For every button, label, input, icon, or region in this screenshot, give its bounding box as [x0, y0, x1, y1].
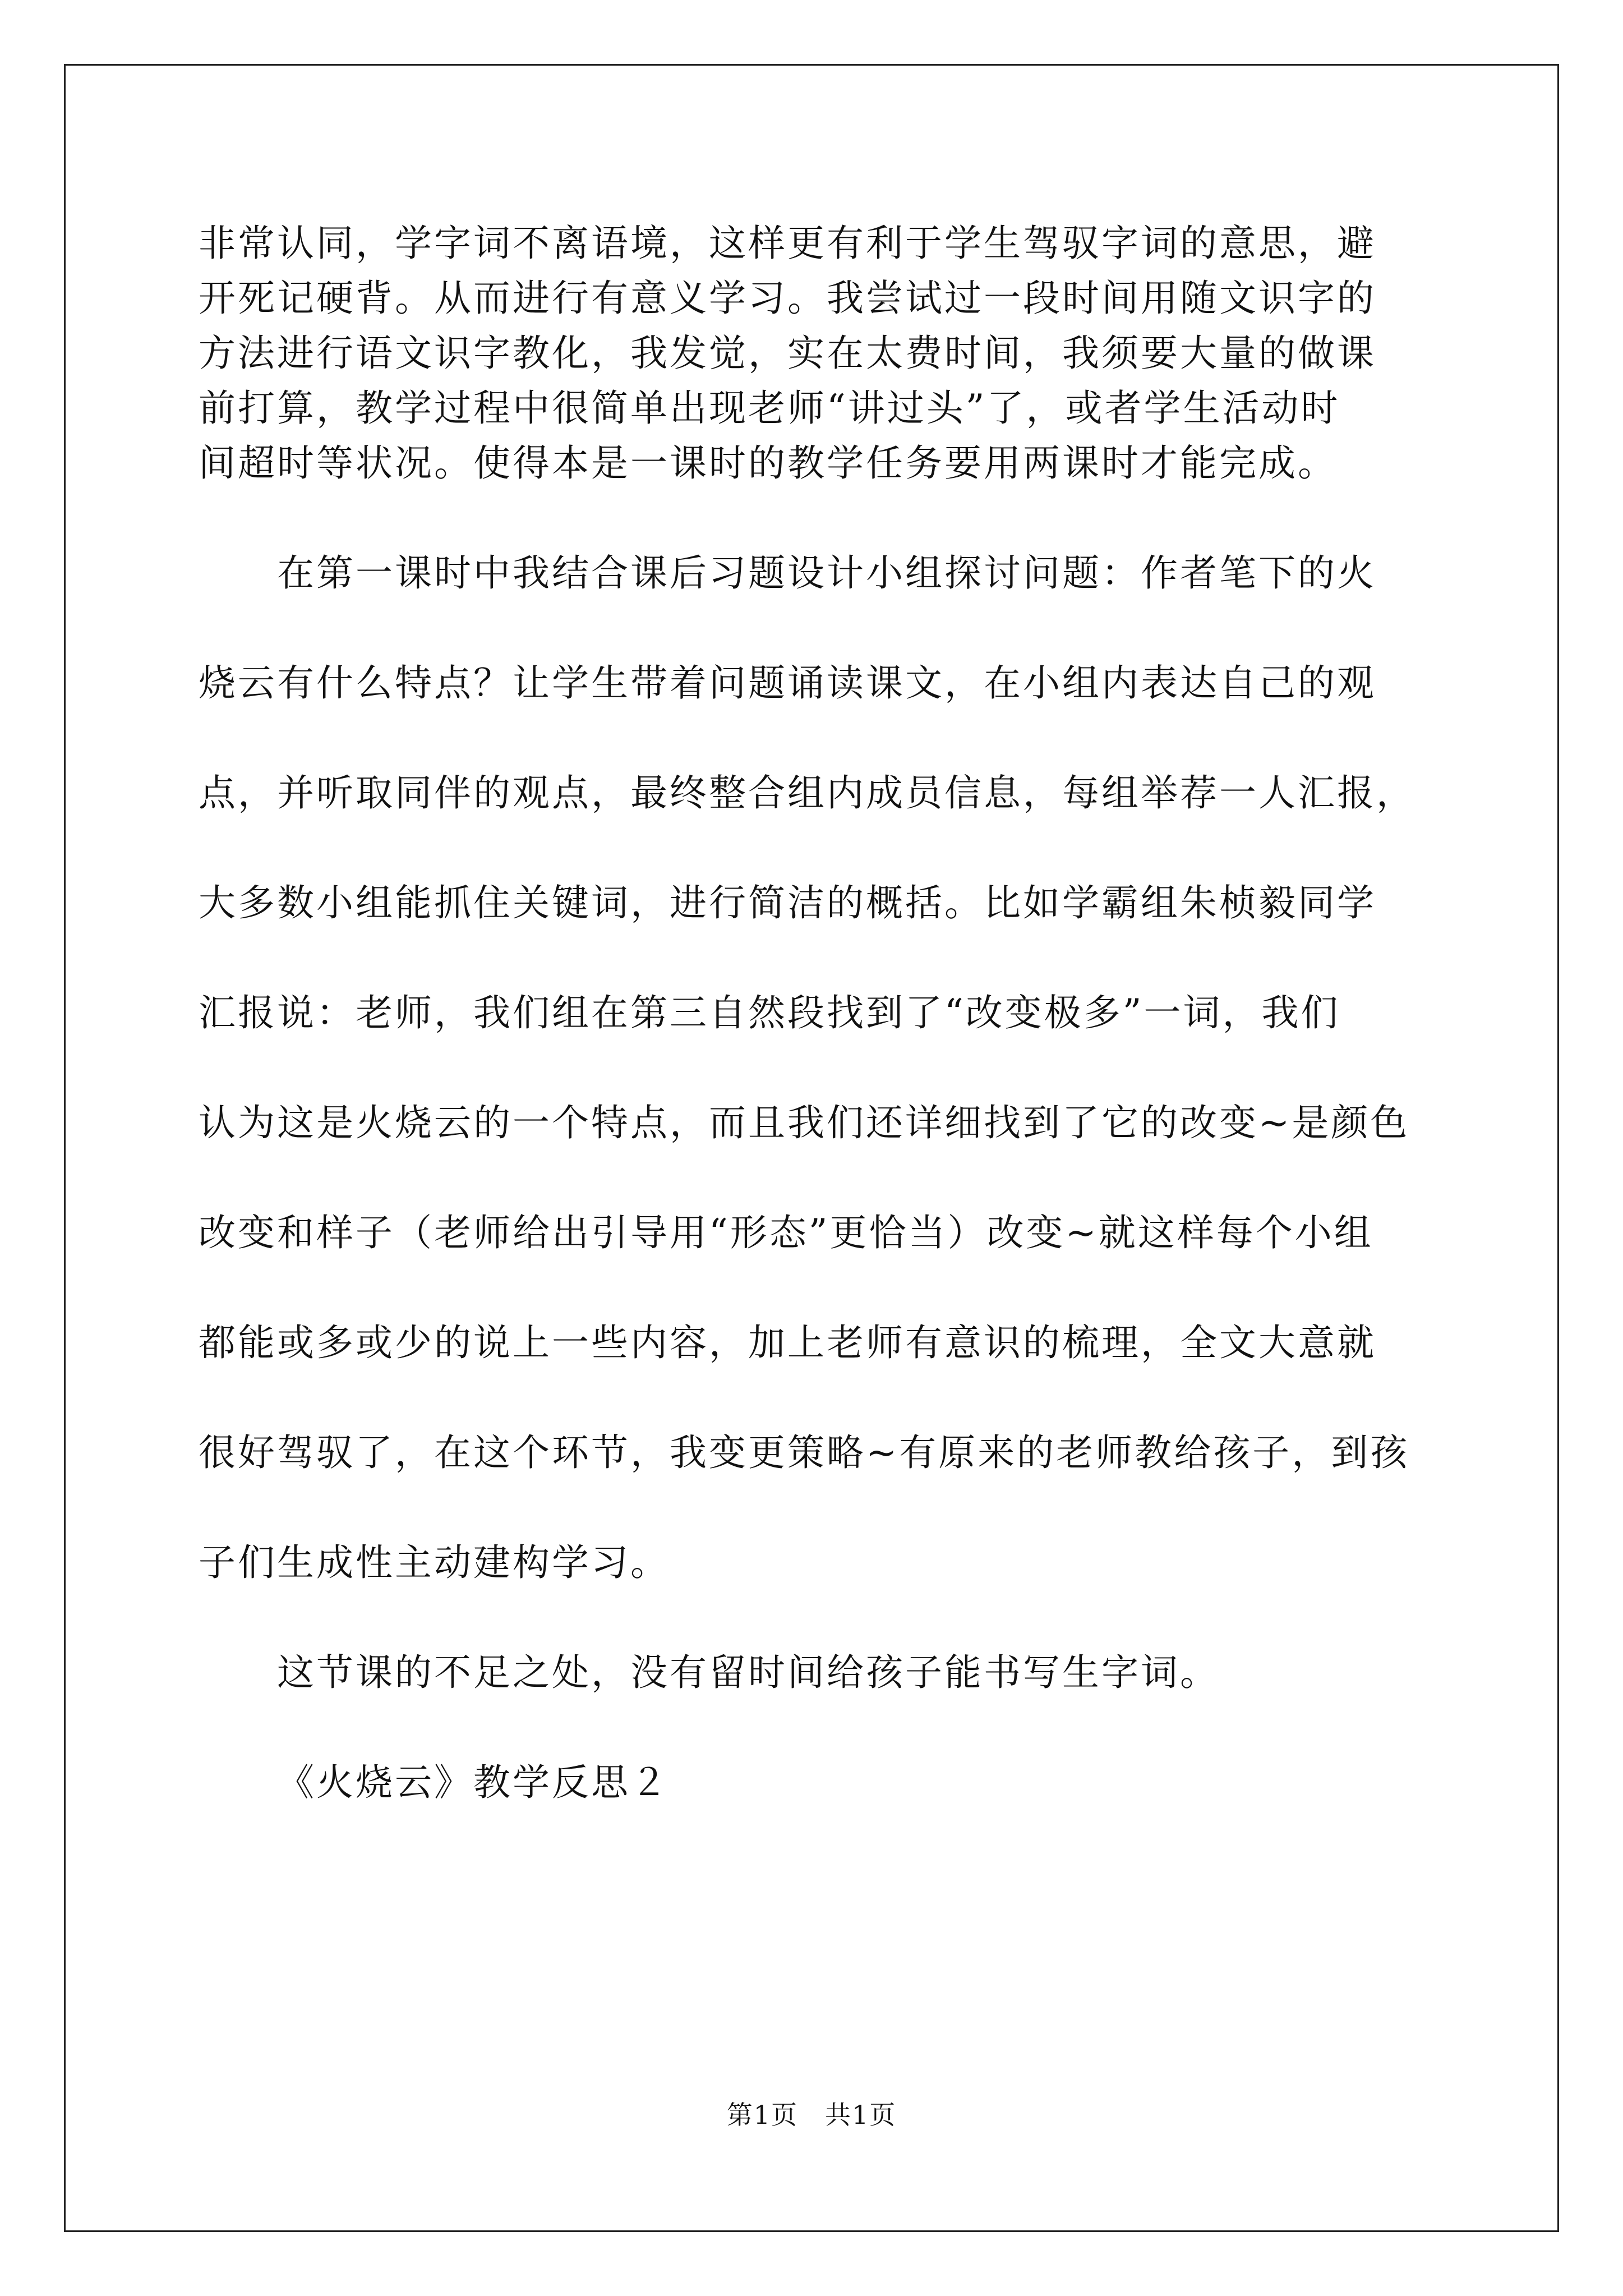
- text-line: 认为这是火烧云的一个特点，而且我们还详细找到了它的改变~是颜色: [199, 1101, 1410, 1144]
- text-line: 方法进行语文识字教化，我发觉，实在太费时间，我须要大量的做课: [199, 332, 1376, 375]
- text-line: 间超时等状况。使得本是一课时的教学任务要用两课时才能完成。: [199, 441, 1337, 485]
- text-line: 烧云有什么特点？让学生带着问题诵读课文，在小组内表达自己的观: [199, 661, 1376, 705]
- text-line: 开死记硬背。从而进行有意义学习。我尝试过一段时间用随文识字的: [199, 277, 1376, 320]
- page-footer: 第1页 共1页: [726, 2100, 897, 2130]
- document-body: [199, 216, 1432, 1810]
- text-line: 大多数小组能抓住关键词，进行简洁的概括。比如学霸组朱桢毅同学: [199, 881, 1376, 924]
- text-line: 非常认同，学字词不离语境，这样更有利于学生驾驭字词的意思，避: [199, 222, 1376, 265]
- section-heading: 《火烧云》教学反思２: [277, 1761, 670, 1804]
- text-line: 在第一课时中我结合课后习题设计小组探讨问题：作者笔下的火: [277, 551, 1376, 595]
- paragraph-1: [199, 216, 1432, 491]
- text-line: 改变和样子（老师给出引导用“形态”更恰当）改变~就这样每个小组: [199, 1211, 1373, 1254]
- paragraph-3: 这节课的不足之处，没有留时间给孩子能书写生字词。: [277, 1651, 1219, 1694]
- paragraph-2: [199, 546, 1432, 1590]
- text-line: 子们生成性主动建构学习。: [199, 1541, 670, 1584]
- text-line: 前打算，教学过程中很简单出现老师“讲过头”了，或者学生活动时: [199, 386, 1340, 430]
- text-line: 都能或多或少的说上一些内容，加上老师有意识的梳理，全文大意就: [199, 1321, 1376, 1364]
- text-line: 汇报说：老师，我们组在第三自然段找到了“改变极多”一词，我们: [199, 991, 1340, 1034]
- text-line: 很好驾驭了，在这个环节，我变更策略~有原来的老师教给孩子，到孩: [199, 1431, 1410, 1474]
- text-line: 点，并听取同伴的观点，最终整合组内成员信息，每组举荐一人汇报，: [199, 771, 1415, 815]
